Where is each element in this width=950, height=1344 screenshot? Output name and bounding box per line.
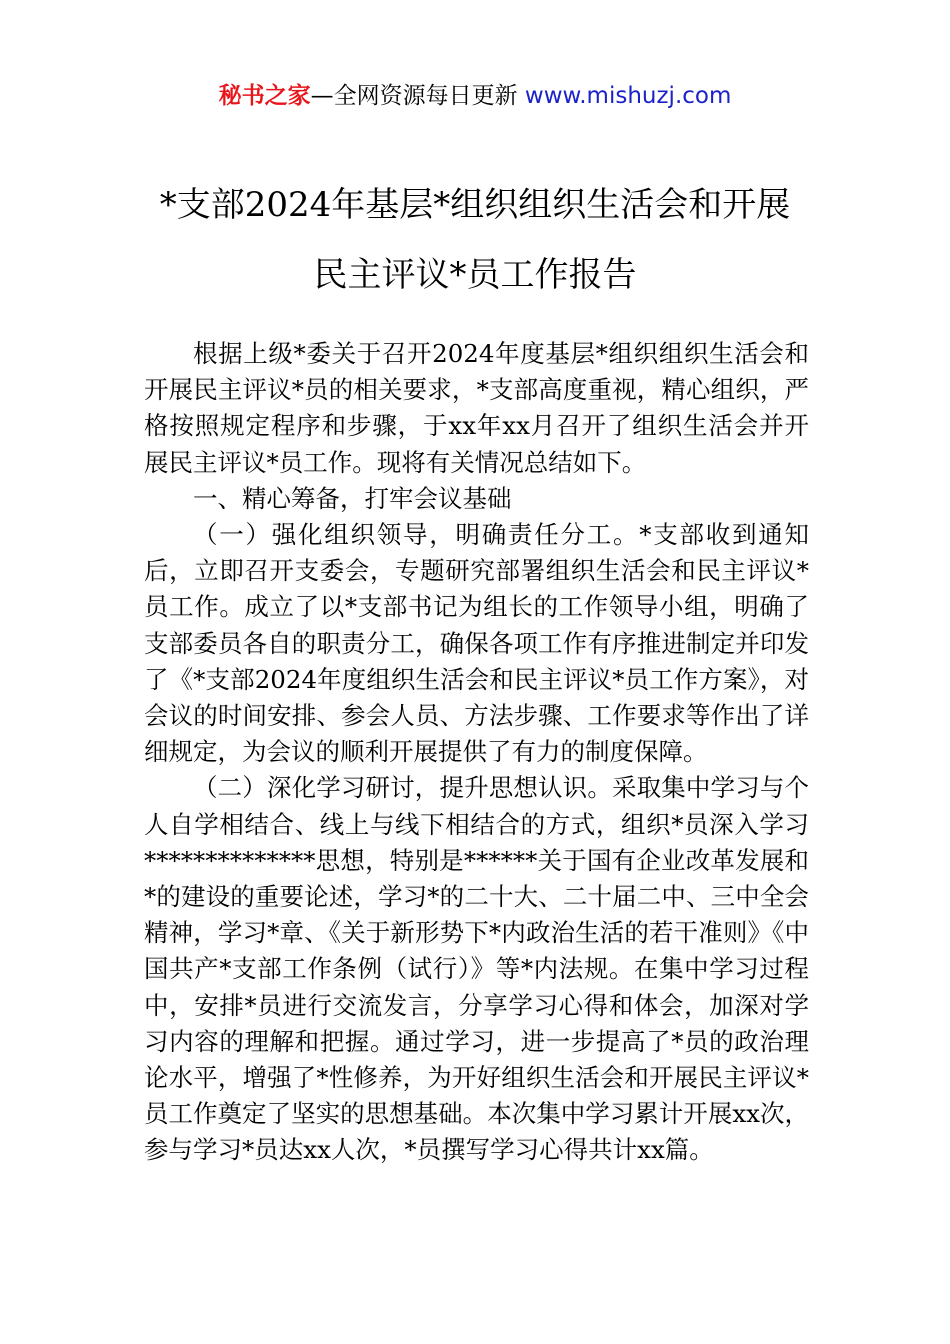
title-line-1: *支部2024年基层*组织组织生活会和开展 [159, 185, 791, 225]
site-header [0, 80, 950, 112]
document-title [130, 170, 820, 310]
subsection-paragraph-2: （二）深化学习研讨，提升思想认识。采取集中学习与个人自学相结合、线上与线下相结合的方式，组织*员深入学习**************思想，特别是******关于国有企业改革发展和*的建设的重要论述，学习*的二十大、二十届二中、三中全会精神，学习*章、《关于新形势下*内政治生活的若干准则》《中国共产*支部工作条例（试行）》等*内法规。在集中学习过程中，安排*员进行交流发言，分享学习心得和体会，加深对学习内容的理解和把握。通过学习，进一步提高了*员的政治理论水平，增强了*性修养，为开好组织生活会和开展民主评议*员工作奠定了坚实的思想基础。本次集中学习累计开展xx次，参与学习*员达xx人次，*员撰写学习心得共计xx篇。 [144, 773, 809, 1165]
site-slogan: —全网资源每日更新 [310, 83, 525, 109]
title-line-2: 民主评议*员工作报告 [313, 255, 637, 295]
subsection-paragraph-1: （一）强化组织领导，明确责任分工。*支部收到通知后，立即召开支委会，专题研究部署组织生活会和民主评议*员工作。成立了以*支部书记为组长的工作领导小组，明确了支部委员各自的职责分工，确保各项工作有序推进制定并印发了《*支部2024年度组织生活会和民主评议*员工作方案》，对会议的时间安排、参会人员、方法步骤、工作要求等作出了详细规定，为会议的顺利开展提供了有力的制度保障。 [144, 520, 809, 767]
document-body [144, 336, 809, 1169]
intro-paragraph: 根据上级*委关于召开2024年度基层*组织组织生活会和开展民主评议*员的相关要求，*支部高度重视，精心组织，严格按照规定程序和步骤，于xx年xx月召开了组织生活会并开展民主评议*员工作。现将有关情况总结如下。 [144, 339, 809, 477]
section-heading-1: 一、精心筹备，打牢会议基础 [193, 483, 512, 513]
site-url-link[interactable]: www.mishuzj.com [524, 83, 732, 109]
site-brand: 秘书之家 [218, 83, 311, 109]
